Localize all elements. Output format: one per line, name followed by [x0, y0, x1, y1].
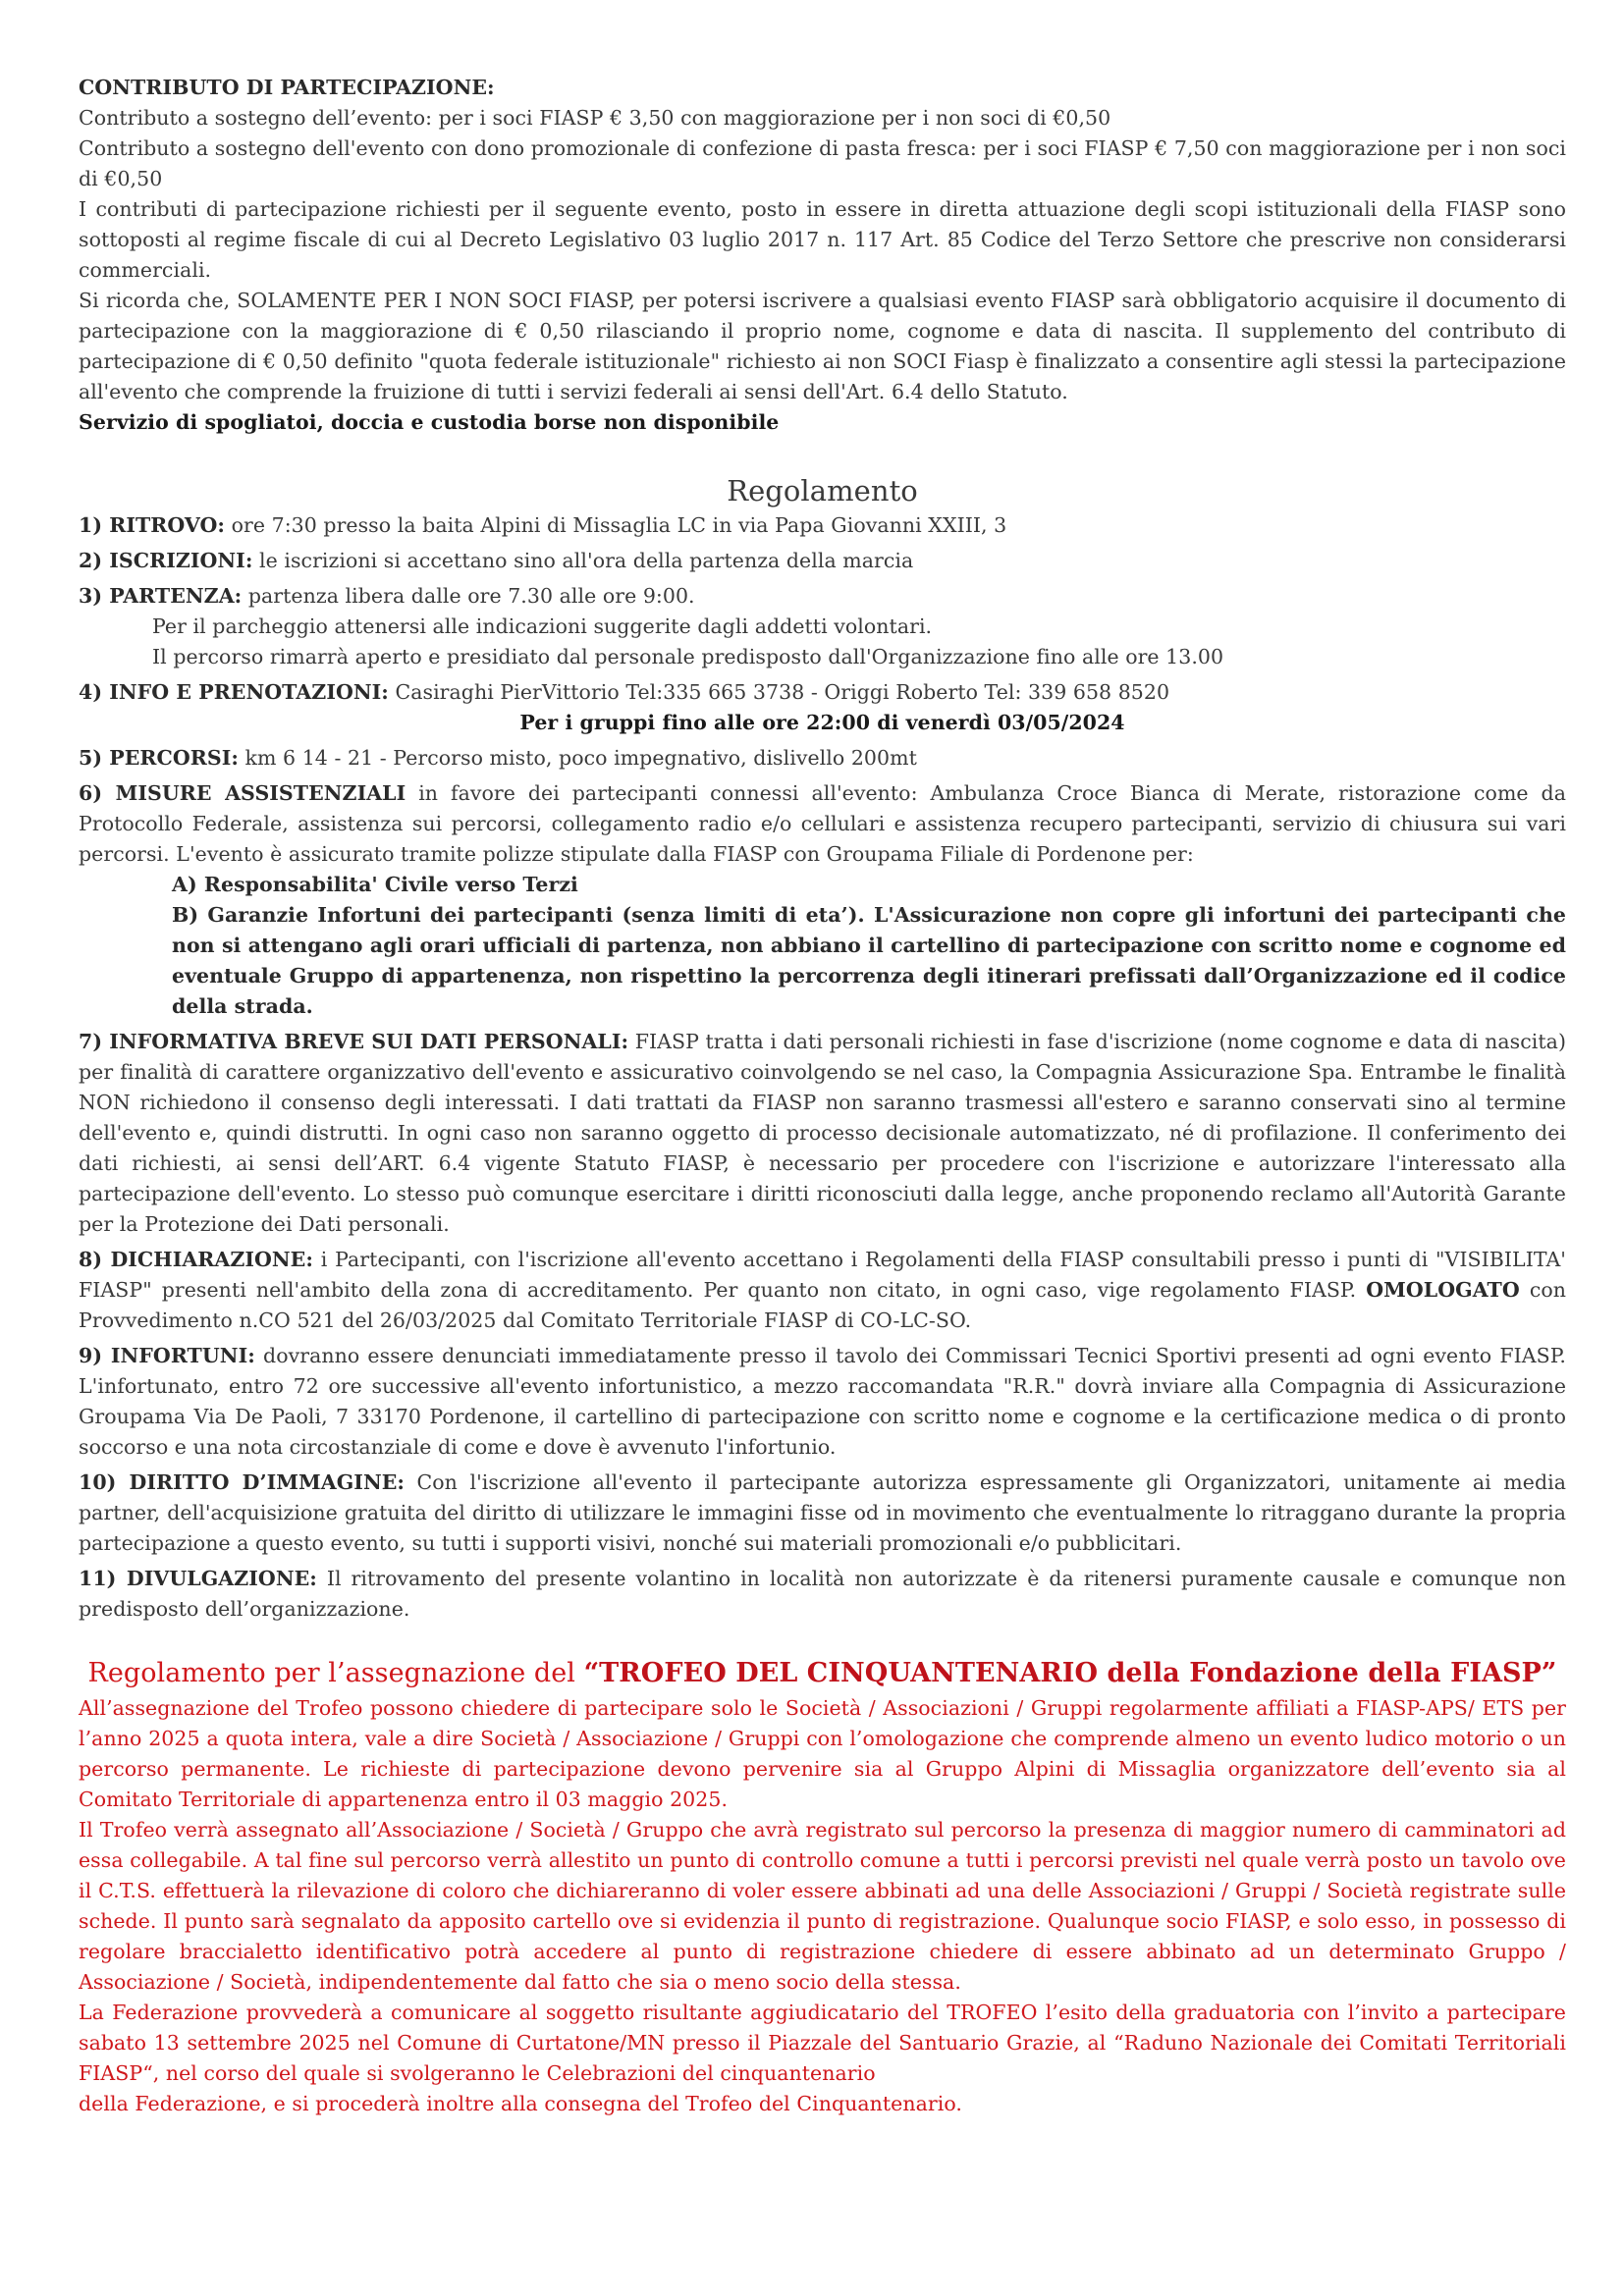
dichiarazione-label: 8) DICHIARAZIONE:: [79, 1248, 313, 1271]
regolamento-title: Regolamento: [727, 474, 918, 507]
iscrizioni-text: le iscrizioni si accettano sino all'ora della partenza della marcia: [252, 549, 914, 572]
contributo-section: [79, 73, 1566, 438]
item-misure: [79, 778, 1566, 1022]
infortuni-label: 9) INFORTUNI:: [79, 1344, 255, 1367]
trofeo-paragraph-assignment: Il Trofeo verrà assegnato all’Associazione / Società / Gruppo che avrà registrato sul percorso la presenza di maggior numero di camminatori ad essa collegabile. A tal fine sul percorso verrà allestito un punto di controllo comune a tutti i percorsi previsti nel quale verrà posto un tavolo ove il C.T.S. effettuerà la rilevazione di coloro che dichiareranno di voler essere abbinati ad una delle Associazioni / Gruppi / Società registrate sulle schede. Il punto sarà segnalato da apposito cartello ove si evidenzia il punto di registrazione. Qualunque socio FIASP, e solo esso, in possesso di regolare braccialetto identificativo potrà accedere al punto di registrazione chiedere di essere abbinato ad un determinato Gruppo / Associazione / Società, indipendentemente dal fatto che sia o meno socio della stessa.: [79, 1818, 1566, 1994]
trofeo-title: [79, 1654, 1566, 1693]
item-partenza: [79, 581, 1566, 672]
trofeo-section: [79, 1654, 1566, 2119]
misure-a: A) Responsabilita' Civile verso Terzi: [172, 873, 578, 896]
partenza-text: partenza libera dalle ore 7.30 alle ore 9:00.: [242, 584, 695, 608]
divulgazione-text: Il ritrovamento del presente volantino in località non autorizzate è da ritenersi puramente causale e comunque non predisposto dell’organizzazione.: [79, 1567, 1566, 1621]
partenza-parcheggio: Per il parcheggio attenersi alle indicazioni suggerite dagli addetti volontari.: [152, 614, 933, 638]
item-divulgazione: [79, 1564, 1566, 1625]
omologato-label: OMOLOGATO: [1366, 1278, 1520, 1302]
divulgazione-label: 11) DIVULGAZIONE:: [79, 1567, 317, 1590]
percorsi-text: km 6 14 - 21 - Percorso misto, poco impegnativo, dislivello 200mt: [238, 746, 917, 770]
infortuni-text: dovranno essere denunciati immediatamente presso il tavolo dei Commissari Tecnici Sportivi presenti ad ogni evento FIASP. L'infortunato, entro 72 ore successive all'evento infortunistico, a mezzo raccomandata "R.R." dovrà inviare alla Compagnia di Assicurazione Groupama Via De Paoli, 7 33170 Pordenone, il cartellino di partecipazione con scritto nome e cognome e la certificazione medica o di pronto soccorso e una nota circostanziale di come e dove è avvenuto l'infortunio.: [79, 1344, 1566, 1459]
trofeo-title-name: “TROFEO DEL CINQUANTENARIO della Fondazione della FIASP”: [583, 1658, 1557, 1688]
regolamento-section: [79, 471, 1566, 1625]
item-info: [79, 677, 1566, 738]
trofeo-paragraph-participation: All’assegnazione del Trofeo possono chiedere di partecipare solo le Società / Associazioni / Gruppi regolarmente affiliati a FIASP-APS/ ETS per l’anno 2025 a quota intera, vale a dire Società / Associazione / Gruppi con l’omologazione che comprende almeno un evento ludico motorio o un percorso permanente. Le richieste di partecipazione devono pervenire sia al Gruppo Alpini di Missaglia organizzatore dell’evento sia al Comitato Territoriale di appartenenza entro il 03 maggio 2025.: [79, 1696, 1566, 1811]
misure-text: in favore dei partecipanti connessi all'evento: Ambulanza Croce Bianca di Merate, ristorazione come da Protocollo Federale, assistenza sui percorsi, collegamento radio e/o cellulari e assistenza recupero partecipanti, servizio di chiusura sui vari percorsi. L'evento è assicurato tramite polizze stipulate dalla FIASP con Groupama Filiale di Pordenone per:: [79, 781, 1566, 866]
dichiarazione-text: i Partecipanti, con l'iscrizione all'evento accettano i Regolamenti della FIASP consultabili presso i punti di "VISIBILITA' FIASP" presenti nell'ambito della zona di accreditamento. Per quanto non citato, in ogni caso, vige regolamento FIASP.: [79, 1248, 1566, 1302]
contributo-fiscal-note: I contributi di partecipazione richiesti per il seguente evento, posto in essere in diretta attuazione degli scopi istituzionali della FIASP sono sottoposti al regime fiscale di cui al Decreto Legislativo 03 luglio 2017 n. 117 Art. 85 Codice del Terzo Settore che prescrive non considerarsi commerciali.: [79, 197, 1566, 282]
immagine-label: 10) DIRITTO D’IMMAGINE:: [79, 1470, 406, 1494]
item-immagine: [79, 1468, 1566, 1559]
percorsi-label: 5) PERCORSI:: [79, 746, 239, 770]
misure-label: 6) MISURE ASSISTENZIALI: [79, 781, 406, 805]
informativa-label: 7) INFORMATIVA BREVE SUI DATI PERSONALI:: [79, 1030, 629, 1053]
item-iscrizioni: [79, 546, 1566, 576]
document-page: [79, 73, 1566, 2119]
partenza-percorso-aperto: Il percorso rimarrà aperto e presidiato dal personale predisposto dall'Organizzazione fino alle ore 13.00: [152, 645, 1224, 668]
trofeo-title-prefix: Regolamento per l’assegnazione del: [87, 1658, 584, 1688]
trofeo-paragraph-closing: della Federazione, e si procederà inoltre alla consegna del Trofeo del Cinquantenario.: [79, 2092, 962, 2115]
item-percorsi: [79, 743, 1566, 774]
informativa-text: FIASP tratta i dati personali richiesti in fase d'iscrizione (nome cognome e data di nascita) per finalità di carattere organizzativo dell'evento e assicurativo coinvolgendo se nel caso, la Compagnia Assicurazione Spa. Entrambe le finalità NON richiedono il consenso degli interessati. I dati trattati da FIASP non saranno trasmessi all'estero e saranno conservati sino al termine dell'evento e, quindi distrutti. In ogni caso non saranno oggetto di processo decisionale automatizzato, né di profilazione. Il conferimento dei dati richiesti, ai sensi dell’ART. 6.4 vigente Statuto FIASP, è necessario per procedere con l'iscrizione e autorizzare l'interessato alla partecipazione dell'evento. Lo stesso può comunque esercitare i diritti riconosciuti dalla legge, anche proponendo reclamo all'Autorità Garante per la Protezione dei Dati personali.: [79, 1030, 1566, 1236]
contributo-heading: CONTRIBUTO DI PARTECIPAZIONE:: [79, 76, 495, 99]
dichiarazione-text2: con Provvedimento n.CO 521 del 26/03/2025 dal Comitato Territoriale FIASP di CO-LC-SO.: [79, 1278, 1566, 1332]
ritrovo-text: ore 7:30 presso la baita Alpini di Missaglia LC in via Papa Giovanni XXIII, 3: [225, 513, 1007, 537]
item-informativa: [79, 1027, 1566, 1240]
iscrizioni-label: 2) ISCRIZIONI:: [79, 549, 253, 572]
contributo-non-soci-note: Si ricorda che, SOLAMENTE PER I NON SOCI FIASP, per potersi iscrivere a qualsiasi evento FIASP sarà obbligatorio acquisire il documento di partecipazione con la maggiorazione di € 0,50 rilasciando il proprio nome, cognome e data di nascita. Il supplemento del contributo di partecipazione di € 0,50 definito "quota federale istituzionale" richiesto ai non SOCI Fiasp è finalizzato a consentire agli stessi la partecipazione all'evento che comprende la fruizione di tutti i servizi federali ai sensi dell'Art. 6.4 dello Statuto.: [79, 289, 1566, 403]
partenza-label: 3) PARTENZA:: [79, 584, 243, 608]
misure-b: B) Garanzie Infortuni dei partecipanti (senza limiti di eta’). L'Assicurazione non copre gli infortuni dei partecipanti che non si attengano agli orari ufficiali di partenza, non abbiano il cartellino di partecipazione con scritto nome e cognome ed eventuale Gruppo di appartenenza, non rispettino la percorrenza degli itinerari prefissati dall’Organizzazione ed il codice della strada.: [172, 903, 1566, 1018]
immagine-text: Con l'iscrizione all'evento il partecipante autorizza espressamente gli Organizzatori, unitamente ai media partner, dell'acquisizione gratuita del diritto di utilizzare le immagini fisse od in movimento che eventualmente lo ritraggano durante la propria partecipazione a questo evento, su tutti i supporti visivi, nonché sui materiali promozionali e/o pubblicitari.: [79, 1470, 1566, 1555]
item-ritrovo: [79, 510, 1566, 541]
info-groups-deadline: Per i gruppi fino alle ore 22:00 di venerdì 03/05/2024: [519, 711, 1125, 734]
contributo-line-soci: Contributo a sostegno dell’evento: per i soci FIASP € 3,50 con maggiorazione per i non soci di €0,50: [79, 106, 1111, 130]
trofeo-paragraph-ceremony: La Federazione provvederà a comunicare al soggetto risultante aggiudicatario del TROFEO l’esito della graduatoria con l’invito a partecipare sabato 13 settembre 2025 nel Comune di Curtatone/MN presso il Piazzale del Santuario Grazie, al “Raduno Nazionale dei Comitati Territoriali FIASP“, nel corso del quale si svolgeranno le Celebrazioni del cinquantenario: [79, 2001, 1566, 2085]
info-label: 4) INFO E PRENOTAZIONI:: [79, 680, 389, 704]
servizi-note: Servizio di spogliatoi, doccia e custodia borse non disponibile: [79, 410, 780, 434]
item-dichiarazione: [79, 1245, 1566, 1336]
info-text: Casiraghi PierVittorio Tel:335 665 3738 - Origgi Roberto Tel: 339 658 8520: [388, 680, 1170, 704]
item-infortuni: [79, 1341, 1566, 1463]
contributo-line-pasta: Contributo a sostegno dell'evento con dono promozionale di confezione di pasta fresca: per i soci FIASP € 7,50 con maggiorazione per i non soci di €0,50: [79, 136, 1566, 190]
ritrovo-label: 1) RITROVO:: [79, 513, 226, 537]
